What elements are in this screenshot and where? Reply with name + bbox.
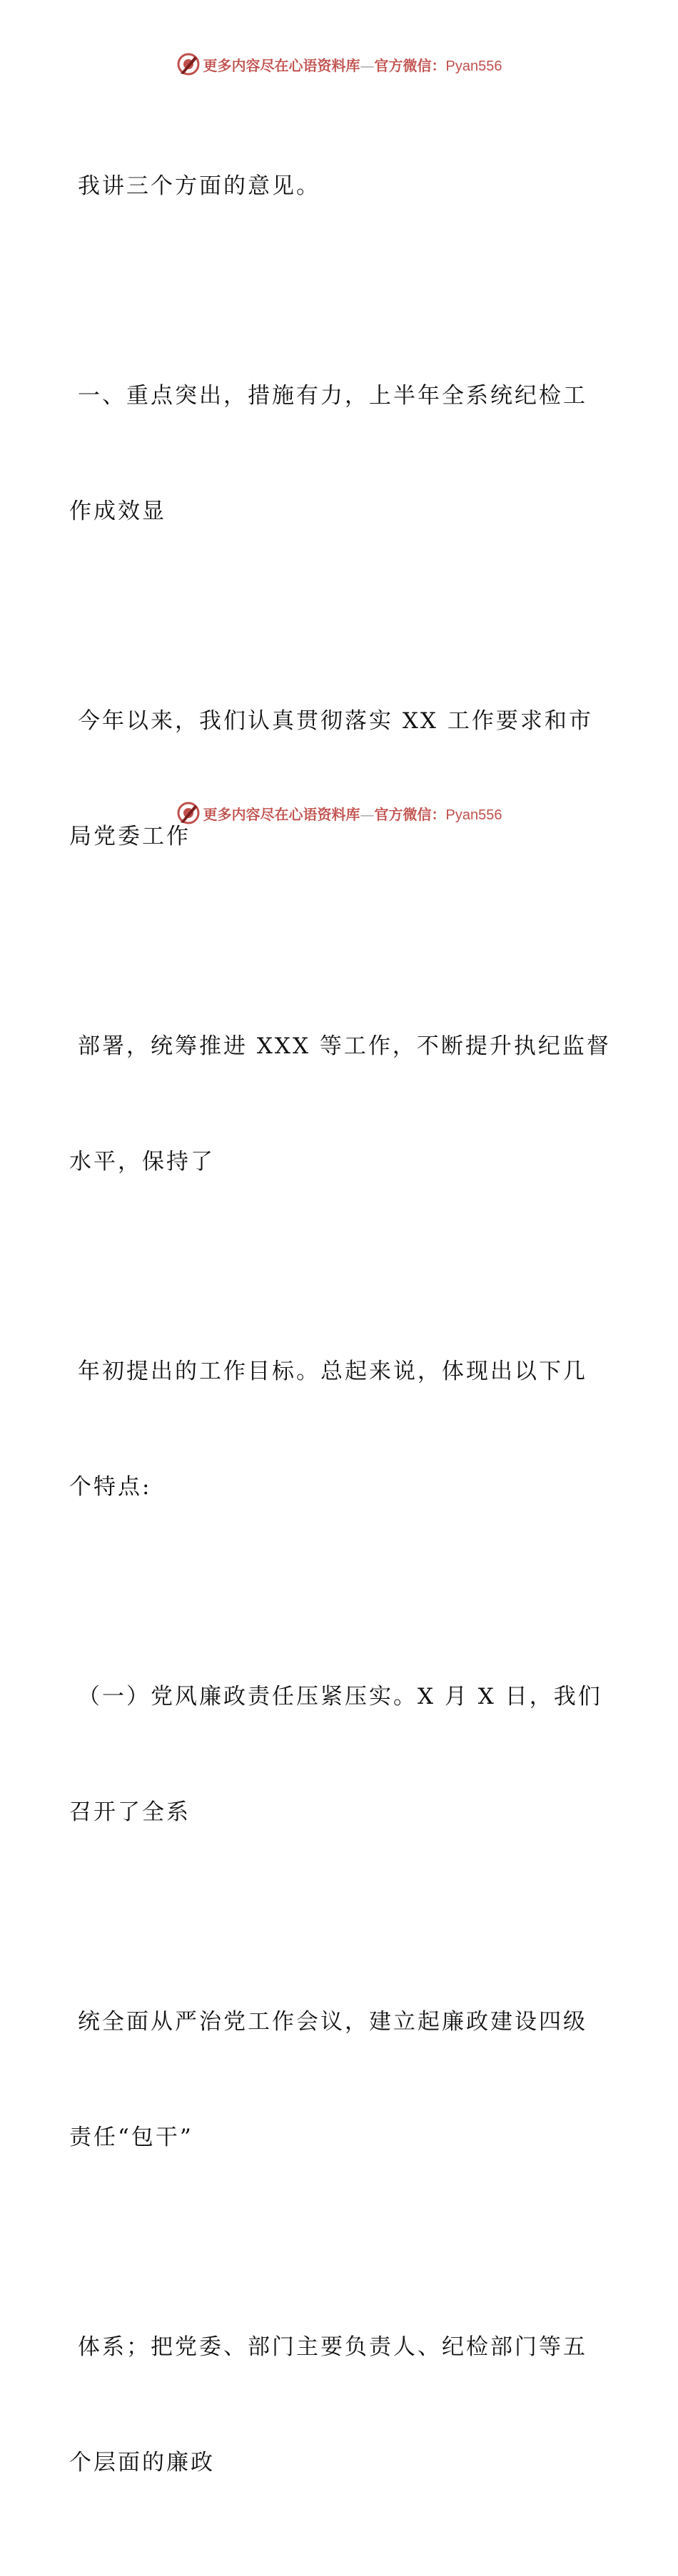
text-line: 部署，统筹推进 XXX 等工作，不断提升执纪监督 [78,1033,611,1059]
text-line: 体系；把党委、部门主要负责人、纪检部门等五 [78,2334,587,2360]
paragraph [69,950,612,1258]
paragraph [69,625,612,933]
text-line: 召开了全系 [69,1799,191,1825]
text-line: 我讲三个方面的意见。 [78,173,320,199]
pen-logo-icon [176,801,201,825]
pen-logo-icon [176,52,201,76]
text-line: 个特点: [69,1474,152,1500]
paragraph [69,2251,612,2559]
text-line: 局党委工作 [69,824,191,849]
paragraph [69,90,612,282]
document-body [69,90,612,2576]
text-line: 统全面从严治党工作会议，建立起廉政建设四级 [78,2009,587,2035]
text-line: 作成效显 [69,499,166,524]
paragraph [69,300,612,608]
paragraph [69,1926,612,2234]
text-line: 年初提出的工作目标。总起来说，体现出以下几 [78,1359,587,1384]
text-line: 水平，保持了 [69,1149,215,1175]
text-line: 责任“包干” [69,2125,193,2150]
text-line: 今年以来，我们认真贯彻落实 XX 工作要求和市 [78,708,593,734]
paragraph [69,1275,612,1583]
paragraph [69,1600,612,1908]
text-line: （一）党风廉政责任压紧压实。X 月 X 日，我们 [78,1684,602,1709]
header-banner [0,50,678,78]
banner-text: 更多内容尽在心语资料库—官方微信：Pyan556 [203,56,502,74]
footer-banner [0,799,678,827]
text-line: 个层面的廉政 [69,2450,215,2475]
text-line: 一、重点突出，措施有力，上半年全系统纪检工 [78,383,587,409]
banner-text: 更多内容尽在心语资料库—官方微信：Pyan556 [203,805,502,823]
